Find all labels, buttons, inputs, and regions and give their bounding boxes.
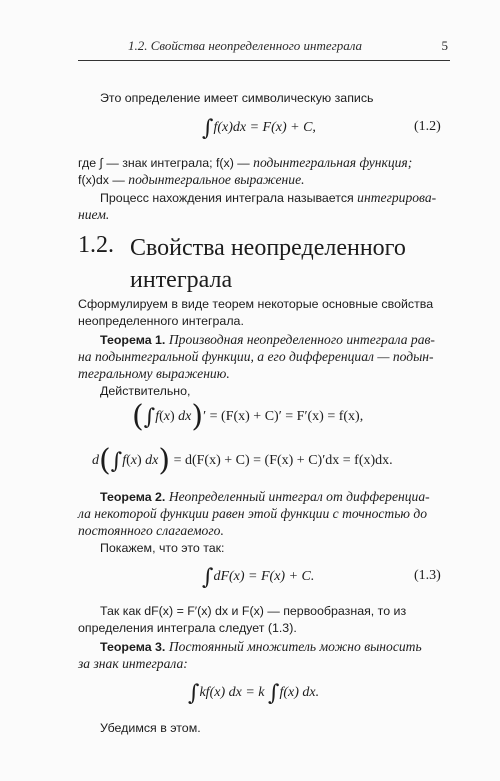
integral-sign: ∫ xyxy=(202,565,214,590)
theorem-2-line xyxy=(78,522,224,540)
formula-constant-factor xyxy=(188,682,319,705)
emphasis-text: интегрирова- xyxy=(357,190,437,205)
text-segment: f(x)dx — xyxy=(78,173,129,187)
big-paren: ) xyxy=(191,399,204,434)
formula-derivative: (∫f(x) dx)′ = (F(x) + C)′ = F′(x) = f(x), xyxy=(132,399,364,434)
section-number: 1.2. xyxy=(78,232,114,258)
theorem-text: Постоянный множитель можно выносить xyxy=(168,639,422,654)
section-title: Свойства неопределенного интеграла xyxy=(130,235,406,293)
formula-text: d xyxy=(92,453,99,468)
theorem-1-line xyxy=(100,331,435,349)
text-line: неопределенного интеграла. xyxy=(78,314,244,328)
running-header-title: 1.2. Свойства неопределенного интеграла xyxy=(128,38,363,53)
emphasis-text: подынтегральная функция; xyxy=(253,155,413,170)
formula-1-2 xyxy=(202,117,316,140)
text-line: Это определение имеет символическую запись xyxy=(100,91,374,105)
theorem-label: Теорема 1. xyxy=(100,333,166,347)
theorem-2-line xyxy=(78,505,427,523)
formula-1-3 xyxy=(202,566,314,589)
theorem-text: постоянного слагаемого. xyxy=(78,523,224,538)
theorem-text: за знак интеграла: xyxy=(78,656,188,671)
text-line: Убедимся в этом. xyxy=(100,721,201,735)
theorem-1-line xyxy=(78,365,230,383)
emphasis-text: нием. xyxy=(78,207,110,222)
theorem-label: Теорема 2. xyxy=(100,490,166,504)
formula-text: = d(F(x) + C) = (F(x) + C)′dx = f(x)dx. xyxy=(173,453,393,468)
header-rule xyxy=(78,60,450,61)
theorem-text: Неопределенный интеграл от дифференциа- xyxy=(168,489,430,504)
theorem-text: тегральному выражению. xyxy=(78,366,230,381)
integral-sign: ∫ xyxy=(188,681,200,706)
text-line: Так как dF(x) = F′(x) dx и F(x) — первообразная, то из xyxy=(100,604,407,618)
big-paren: ( xyxy=(99,443,111,478)
text-line: Сформулируем в виде теорем некоторые основные свойства xyxy=(78,297,434,311)
running-header xyxy=(78,38,448,58)
theorem-3-line xyxy=(100,638,422,656)
text-line xyxy=(100,189,436,207)
integral-sign: ∫ xyxy=(268,681,280,706)
formula-text: f(x) dx. xyxy=(279,685,320,700)
emphasis-text: подынтегральное выражение. xyxy=(128,172,305,187)
text-segment: где ∫ — знак интеграла; f(x) — xyxy=(78,156,254,170)
formula-text: kf(x) dx = k xyxy=(199,685,265,700)
theorem-text: Производная неопределенного интеграла рав- xyxy=(168,332,435,347)
text-line: определения интеграла следует (1.3). xyxy=(78,621,297,635)
text-line xyxy=(78,206,109,224)
formula-differential: d(∫f(x) dx) = d(F(x) + C) = (F(x) + C)′dx = f(x)dx. xyxy=(92,443,393,478)
big-paren: ) xyxy=(158,443,171,478)
integral-sign: ∫ xyxy=(110,449,123,474)
equation-number: (1.2) xyxy=(414,119,441,134)
text-segment: Процесс нахождения интеграла называется xyxy=(100,191,358,205)
text-line xyxy=(78,171,305,189)
text-line: Действительно, xyxy=(100,384,191,398)
integral-sign: ∫ xyxy=(143,405,156,430)
big-paren: ( xyxy=(132,399,144,434)
formula-text: ′ = (F(x) + C)′ = F′(x) = f(x), xyxy=(203,409,364,424)
equation-number: (1.3) xyxy=(414,568,441,583)
formula-text: dF(x) = F(x) + C. xyxy=(213,569,315,584)
theorem-label: Теорема 3. xyxy=(100,640,166,654)
theorem-3-line xyxy=(78,655,188,673)
page-number: 5 xyxy=(441,38,448,53)
theorem-text: на подынтегральной функции, а его дифференциал — подын- xyxy=(78,349,434,364)
text-line xyxy=(78,154,412,172)
formula-text: f(x)dx = F(x) + C, xyxy=(213,120,316,135)
text-line: Покажем, что это так: xyxy=(100,541,225,555)
integral-sign: ∫ xyxy=(202,116,214,141)
theorem-1-line xyxy=(78,348,434,366)
theorem-2-line xyxy=(100,488,430,506)
theorem-text: ла некоторой функции равен этой функции с точностью до xyxy=(78,506,428,521)
